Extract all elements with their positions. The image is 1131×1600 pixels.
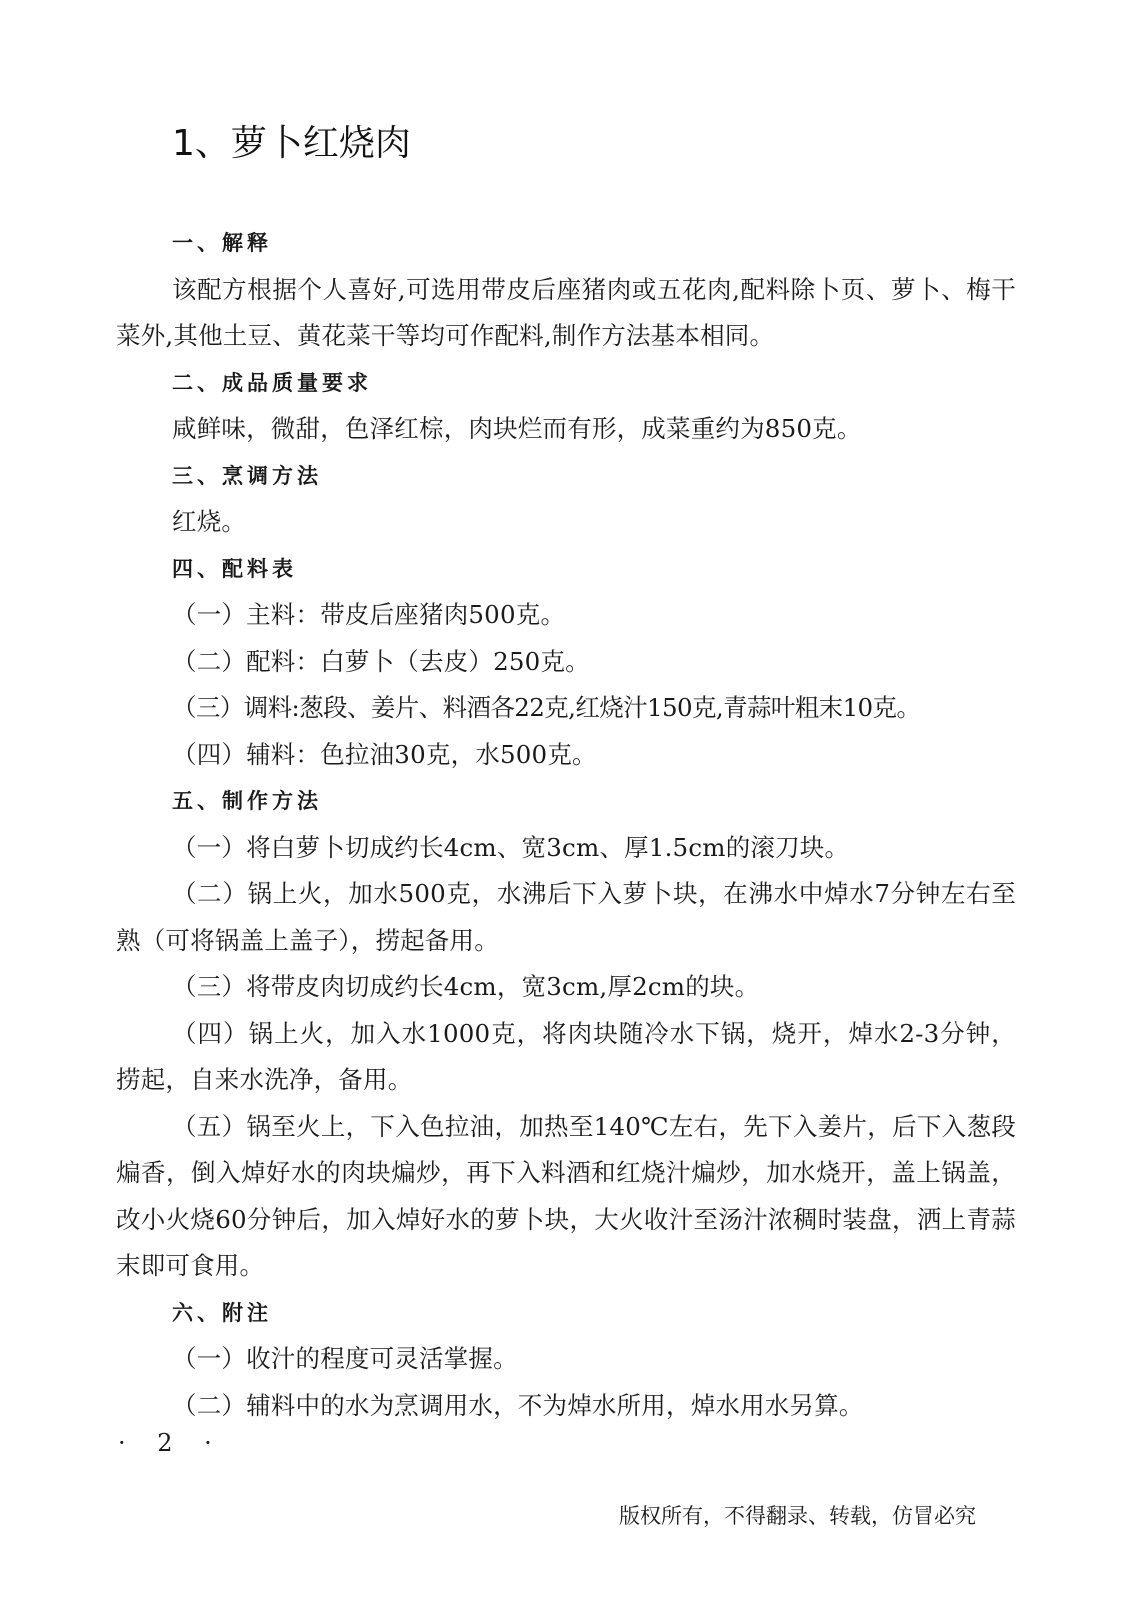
paragraph: （四）辅料：色拉油30克，水500克。: [172, 739, 597, 769]
paragraph: （五）锅至火上，下入色拉油，加热至140℃左右，先下入姜片，后下入葱段煸香，倒入焯好水的肉块煸炒，再下入料酒和红烧汁煸炒，加水烧开，盖上锅盖，改小火烧60分钟后，加入焯好水的萝卜块，大火收汁至汤汁浓稠时装盘，洒上青蒜末即可食用。: [116, 1111, 1016, 1280]
paragraph: （一）将白萝卜切成约长4cm、宽3cm、厚1.5cm的滚刀块。: [172, 832, 850, 862]
page-number: · 2 ·: [118, 1429, 224, 1457]
copyright-notice: 版权所有，不得翻录、转载，仿冒必究: [619, 1504, 976, 1528]
document-body: [116, 220, 1016, 1429]
paragraph: （三）将带皮肉切成约长4cm，宽3cm,厚2cm的块。: [172, 972, 760, 1001]
section-heading: 二、成品质量要求: [172, 370, 372, 395]
paragraph: 红烧。: [172, 507, 247, 536]
paragraph: 咸鲜味，微甜，色泽红棕，肉块烂而有形，成菜重约为850克。: [172, 414, 862, 443]
paragraph: （二）锅上火，加水500克，水沸后下入萝卜块，在沸水中焯水7分钟左右至熟（可将锅盖上盖子），捞起备用。: [116, 879, 1016, 955]
paragraph: （一）主料：带皮后座猪肉500克。: [172, 600, 566, 629]
section-heading: 一、解释: [172, 231, 272, 255]
page-title: 1、萝卜红烧肉: [172, 123, 411, 164]
section-heading: 四、配料表: [172, 556, 297, 581]
paragraph: （三）调料:葱段、姜片、料酒各22克,红烧汁150克,青蒜叶粗末10克。: [172, 693, 921, 722]
paragraph: 该配方根据个人喜好,可选用带皮后座猪肉或五花肉,配料除卜页、萝卜、梅干菜外,其他土豆、黄花菜干等均可作配料,制作方法基本相同。: [116, 274, 1016, 350]
paragraph: （二）配料：白萝卜（去皮）250克。: [172, 646, 590, 676]
section-heading: 五、制作方法: [172, 789, 322, 813]
section-heading: 六、附注: [172, 1300, 272, 1325]
paragraph: （四）锅上火，加入水1000克，将肉块随冷水下锅，烧开，焯水2-3分钟，捞起，自来水洗净，备用。: [116, 1018, 1016, 1094]
paragraph: （一）收汁的程度可灵活掌握。: [172, 1344, 518, 1373]
section-heading: 三、烹调方法: [172, 463, 322, 488]
paragraph: （二）辅料中的水为烹调用水，不为焯水所用，焯水用水另算。: [172, 1390, 864, 1420]
